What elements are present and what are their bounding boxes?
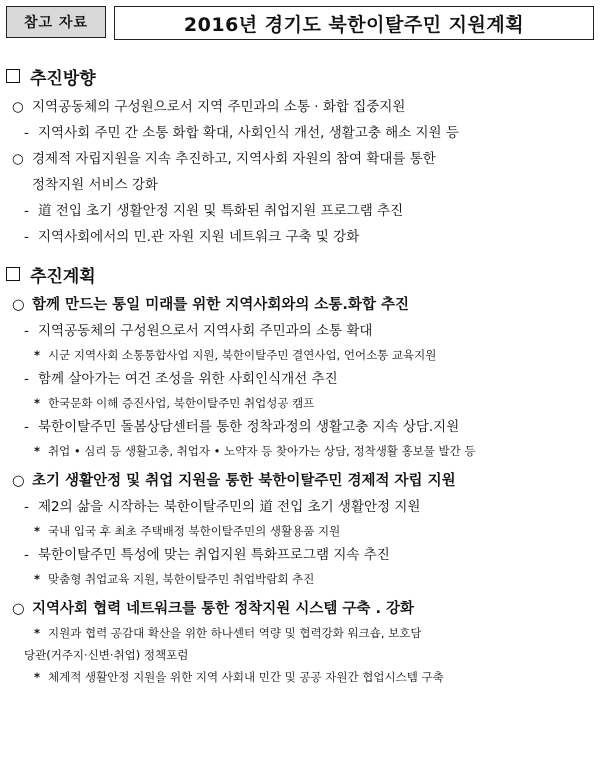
star-bullet-icon: * (34, 572, 41, 586)
section-heading-direction (0, 62, 600, 90)
plan-group-3-title: ○ 지역사회 협력 네트워크를 통한 정착지원 시스템 구축 . 강화 (0, 596, 600, 622)
dash-bullet: - (24, 499, 29, 515)
plan-group-1-item-1: - 지역공동체의 구성원으로서 지역사회 주민과의 소통 확대 (0, 318, 600, 344)
dash-bullet: - (24, 419, 29, 435)
section-heading-text: 추진방향 (30, 68, 96, 89)
plan-group-1-title: ○ 함께 만드는 통일 미래를 위한 지역사회와의 소통.화합 추진 (0, 292, 600, 318)
plan-group-1-item-1-detail: * 시군 지역사회 소통통합사업 지원, 북한이탈주민 결연사업, 언어소통 교육지원 (0, 344, 600, 366)
section-heading-text: 추진계획 (30, 266, 96, 287)
direction-item-1-sub: - 지역사회 주민 간 소통 화합 확대, 사회인식 개선, 생활고충 해소 지원 등 (0, 120, 600, 146)
circle-bullet-icon: ○ (12, 473, 25, 489)
plan-group-3-detail-1: * 지원과 협력 공감대 확산을 위한 하나센터 역량 및 협력강화 워크숍, 보호담 (0, 622, 600, 644)
plan-group-1-item-3: - 북한이탈주민 돌봄상담센터를 통한 정착과정의 생활고충 지속 상담.지원 (0, 414, 600, 440)
direction-item-2-sub-1: - 道 전입 초기 생활안정 지원 및 특화된 취업지원 프로그램 추진 (0, 198, 600, 224)
dash-bullet: - (24, 125, 29, 141)
star-bullet-icon: * (34, 524, 41, 538)
plan-group-2-item-1: - 제2의 삶을 시작하는 북한이탈주민의 道 전입 초기 생활안정 지원 (0, 494, 600, 520)
dash-bullet: - (24, 323, 29, 339)
star-bullet-icon: * (34, 396, 41, 410)
plan-group-1-item-3-detail: * 취업 • 심리 등 생활고충, 취업자 • 노약자 등 찾아가는 상담, 정착생활 홍보물 발간 등 (0, 440, 600, 462)
direction-item-2-sub-2: - 지역사회에서의 민.관 자원 지원 네트워크 구축 및 강화 (0, 224, 600, 250)
reference-tag: 참고 자료 (6, 6, 106, 38)
plan-group-1-item-2-detail: * 한국문화 이해 증진사업, 북한이탈주민 취업성공 캠프 (0, 392, 600, 414)
direction-item-2-cont: 정착지원 서비스 강화 (32, 177, 158, 193)
dash-bullet: - (24, 371, 29, 387)
star-bullet-icon: * (34, 670, 41, 684)
document-header (6, 6, 594, 40)
circle-bullet-icon: ○ (12, 99, 24, 115)
document-body (0, 62, 600, 688)
circle-bullet-icon: ○ (12, 297, 25, 313)
direction-item-2: ○ 경제적 자립지원을 지속 추진하고, 지역사회 자원의 참여 확대를 통한 (0, 146, 600, 172)
checkbox-square-icon (6, 267, 20, 281)
star-bullet-icon: * (34, 444, 41, 458)
section-heading-plan (0, 260, 600, 288)
plan-group-2-item-2: - 북한이탈주민 특성에 맞는 취업지원 특화프로그램 지속 추진 (0, 542, 600, 568)
plan-group-2-item-2-detail: * 맞춤형 취업교육 지원, 북한이탈주민 취업박람회 추진 (0, 568, 600, 590)
dash-bullet: - (24, 229, 29, 245)
star-bullet-icon: * (34, 626, 41, 640)
plan-group-2-title: ○ 초기 생활안정 및 취업 지원을 통한 북한이탈주민 경제적 자립 지원 (0, 468, 600, 494)
checkbox-square-icon (6, 69, 20, 83)
plan-group-1-item-2: - 함께 살아가는 여건 조성을 위한 사회인식개선 추진 (0, 366, 600, 392)
dash-bullet: - (24, 547, 29, 563)
plan-group-3-detail-1-cont: 당관(거주지·신변·취업) 정책포럼 (24, 648, 189, 662)
circle-bullet-icon: ○ (12, 151, 24, 167)
circle-bullet-icon: ○ (12, 601, 25, 617)
dash-bullet: - (24, 203, 29, 219)
plan-group-3-detail-2: * 체계적 생활안정 지원을 위한 지역 사회내 민간 및 공공 자원간 협업시스템 구축 (0, 666, 600, 688)
star-bullet-icon: * (34, 348, 41, 362)
plan-group-2-item-1-detail: * 국내 입국 후 최초 주택배정 북한이탈주민의 생활용품 지원 (0, 520, 600, 542)
direction-item-1: ○ 지역공동체의 구성원으로서 지역 주민과의 소통 · 화합 집중지원 (0, 94, 600, 120)
document-title: 2016년 경기도 북한이탈주민 지원계획 (114, 6, 594, 40)
